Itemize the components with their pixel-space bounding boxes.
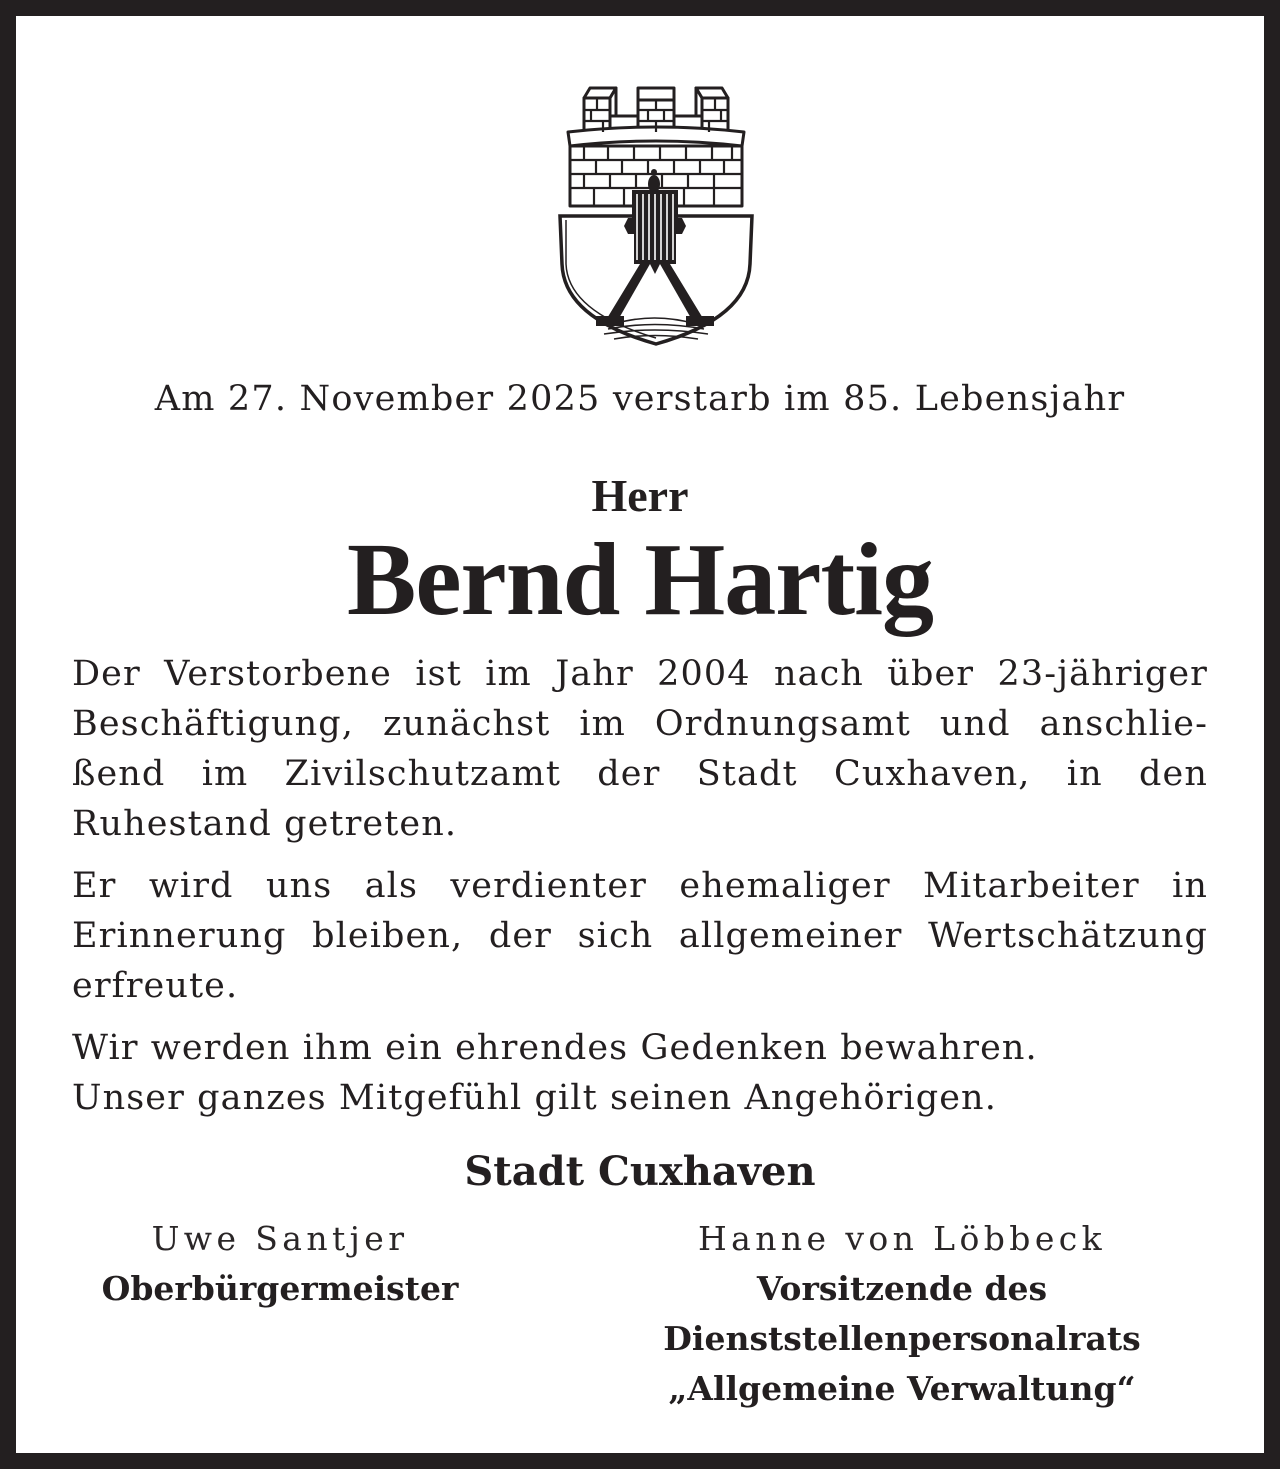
paragraph-line: Er wird uns als verdienter ehemaliger Mitarbeiter in xyxy=(72,866,1208,906)
paragraph-line: Erinnerung bleiben, der sich allgemeiner Wertschätzung xyxy=(72,916,1208,956)
deceased-name: Bernd Hartig xyxy=(347,522,933,637)
obituary-notice xyxy=(16,16,1264,1453)
paragraph-line: Beschäftigung, zunächst im Ordnungsamt und anschlie- xyxy=(72,704,1208,744)
organization-name: Stadt Cuxhaven xyxy=(464,1148,816,1195)
paragraph-career xyxy=(72,649,1208,849)
signatory-name: Uwe Santjer xyxy=(151,1219,409,1258)
paragraph-line: erfreute. xyxy=(72,966,239,1006)
death-announcement-line: Am 27. November 2025 verstarb im 85. Lebensjahr xyxy=(154,379,1126,419)
paragraph-line: Wir werden ihm ein ehrendes Gedenken bewahren. xyxy=(72,1028,1038,1068)
signatory-mayor xyxy=(60,1214,500,1314)
paragraph-line: Ruhestand getreten. xyxy=(72,804,458,844)
paragraph-line: ßend im Zivilschutzamt der Stadt Cuxhaven, in den xyxy=(72,754,1208,794)
city-coat-of-arms-icon xyxy=(554,68,758,348)
salutation: Herr xyxy=(591,470,689,521)
signatory-staff-council xyxy=(634,1214,1170,1414)
paragraph-condolences xyxy=(72,1023,1208,1123)
signatory-title: Vorsitzende des xyxy=(756,1269,1048,1308)
signatory-title: Dienststellenpersonalrats xyxy=(663,1319,1141,1358)
paragraph-line: Der Verstorbene ist im Jahr 2004 nach über 23-jähriger xyxy=(72,654,1208,694)
signatory-name: Hanne von Löbbeck xyxy=(697,1219,1107,1258)
paragraph-remembrance xyxy=(72,861,1208,1011)
signatory-title: Oberbürgermeister xyxy=(101,1269,459,1308)
paragraph-line: Unser ganzes Mitgefühl gilt seinen Angehörigen. xyxy=(72,1078,997,1118)
signatory-title: „Allgemeine Verwaltung“ xyxy=(668,1369,1136,1408)
